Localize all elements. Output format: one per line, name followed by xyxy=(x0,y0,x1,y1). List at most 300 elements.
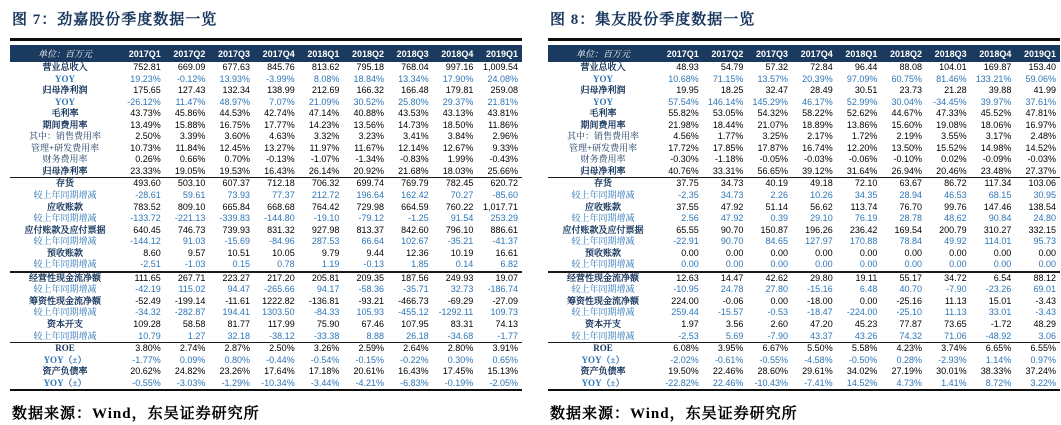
cell: 28.94 xyxy=(899,190,923,201)
cell: -3.44% xyxy=(310,377,340,388)
cell: 200.79 xyxy=(939,224,967,235)
table-row xyxy=(548,154,1060,166)
cell: 47.14% xyxy=(308,108,340,119)
cell: 1.97 xyxy=(681,319,699,330)
cell: 57.32 xyxy=(765,62,789,72)
cell: 47.92 xyxy=(720,213,744,224)
table-row xyxy=(548,166,1060,178)
cell: 3.95% xyxy=(717,343,744,354)
figure-title: 图 7：劲嘉股份季度数据一览 xyxy=(10,4,522,41)
cell: 18.50% xyxy=(442,119,474,130)
cell: 34.73 xyxy=(720,190,744,201)
cell: -19.10 xyxy=(313,213,340,224)
cell: 23.73 xyxy=(899,85,923,96)
table-row xyxy=(10,248,522,260)
cell: -0.13% xyxy=(266,154,295,165)
cell: 267.71 xyxy=(177,272,206,283)
cell: 24.08% xyxy=(487,73,518,84)
cell: 54.32% xyxy=(757,108,789,119)
cell: 56.62 xyxy=(810,201,833,212)
table-row xyxy=(10,166,522,178)
cell: 25.80% xyxy=(398,96,429,107)
cell: 0.02% xyxy=(941,154,967,165)
cell: -1.77% xyxy=(132,354,161,365)
cell: 493.60 xyxy=(133,178,161,189)
cell: -34.68 xyxy=(447,330,474,341)
cell: 28.78 xyxy=(899,213,923,224)
cell: 205.81 xyxy=(311,272,340,283)
cell: 212.72 xyxy=(311,190,340,201)
row-label: 毛利率 xyxy=(51,108,79,119)
quarterly-data-table xyxy=(10,45,522,391)
cell: -1.29% xyxy=(221,377,251,388)
column-header: 2017Q1 xyxy=(666,48,699,59)
cell: 12.36 xyxy=(406,247,429,258)
figure-title: 图 8：集友股份季度数据一览 xyxy=(548,4,1060,41)
cell: 26.14% xyxy=(308,165,340,176)
cell: 2.80% xyxy=(447,343,474,354)
cell: 63.67 xyxy=(899,178,923,189)
cell: -7.90 xyxy=(946,284,967,295)
cell: 196.64 xyxy=(356,190,385,201)
cell: -79.12 xyxy=(358,213,385,224)
cell: 760.22 xyxy=(445,201,474,212)
cell: 43.73% xyxy=(130,108,161,119)
cell: 26.18 xyxy=(406,330,429,341)
cell: -3.03% xyxy=(176,377,206,388)
cell: 0.70% xyxy=(224,154,251,165)
cell: -0.43% xyxy=(489,154,518,165)
cell: -0.53 xyxy=(767,307,789,318)
cell: 13.86% xyxy=(846,119,878,130)
figure-panel-jiyou xyxy=(548,4,1060,423)
cell: -0.05% xyxy=(759,154,789,165)
cell: 29.80 xyxy=(810,272,833,283)
cell: 14.47 xyxy=(720,272,744,283)
cell: 127.43 xyxy=(177,85,206,96)
row-label: 较上年同期增减 xyxy=(571,213,635,224)
cell: -2.51 xyxy=(140,259,161,270)
cell: 23.33% xyxy=(130,165,161,176)
cell: 104.01 xyxy=(939,62,967,72)
cell: 88.12 xyxy=(1033,272,1056,283)
cell: 90.70 xyxy=(720,236,744,247)
cell: 259.44 xyxy=(671,307,699,318)
column-header: 2018Q4 xyxy=(979,48,1012,59)
cell: 2.59% xyxy=(358,343,385,354)
cell: 29.10 xyxy=(810,213,833,224)
cell: 19.11 xyxy=(855,272,878,283)
cell: 11.13 xyxy=(944,307,967,318)
cell: -15.16 xyxy=(807,284,833,295)
cell: 223.27 xyxy=(222,272,251,283)
row-label: 经营性现金流净额 xyxy=(29,272,102,283)
cell: 886.61 xyxy=(490,224,518,235)
cell: 8.08% xyxy=(313,73,340,84)
cell: 7.07% xyxy=(269,96,295,107)
cell: 1.14% xyxy=(985,354,1012,365)
cell: -0.61% xyxy=(714,354,744,365)
cell: -4.58% xyxy=(804,354,833,365)
row-label: 存货 xyxy=(56,178,75,189)
cell: -84.33 xyxy=(313,307,340,318)
cell: 47.20 xyxy=(810,319,833,330)
table-row xyxy=(10,178,522,190)
cell: 59.61 xyxy=(182,190,206,201)
cell: 845.76 xyxy=(267,62,295,72)
column-header: 2017Q3 xyxy=(218,48,251,59)
cell: 43.13% xyxy=(442,108,474,119)
cell: 0.00 xyxy=(681,259,699,270)
cell: 0.26% xyxy=(135,154,161,165)
cell: 6.67% xyxy=(762,343,789,354)
cell: 20.61% xyxy=(353,366,385,377)
cell: 665.84 xyxy=(222,201,251,212)
cell: 47.33% xyxy=(936,108,967,119)
cell: -33.38 xyxy=(313,330,340,341)
cell: 3.55% xyxy=(941,131,967,142)
row-label: 较上年同期增减 xyxy=(33,213,97,224)
cell: 10.05 xyxy=(272,247,295,258)
cell: -0.09% xyxy=(982,154,1012,165)
cell: 0.97% xyxy=(1030,354,1056,365)
cell: 26.94% xyxy=(891,165,923,176)
cell: 37.61% xyxy=(1025,96,1056,107)
cell: 77.37 xyxy=(272,190,295,201)
cell: 53.05% xyxy=(712,108,744,119)
cell: 3.41% xyxy=(403,131,429,142)
table-row xyxy=(10,97,522,109)
cell: 23.48% xyxy=(980,165,1012,176)
cell: 3.74% xyxy=(941,343,967,354)
cell: -7.90 xyxy=(767,330,789,341)
table-row xyxy=(548,190,1060,202)
cell: 29.37% xyxy=(442,96,474,107)
cell: 132.34 xyxy=(222,85,251,96)
row-label: 较上年同期增减 xyxy=(33,307,97,318)
cell: 60.75% xyxy=(891,73,923,84)
cell: -25.16 xyxy=(896,295,923,306)
table-row xyxy=(548,120,1060,132)
cell: -1.07% xyxy=(310,154,340,165)
cell: 11.86% xyxy=(488,119,518,130)
cell: 175.65 xyxy=(133,85,161,96)
cell: 13.34% xyxy=(398,73,429,84)
cell: 65.55 xyxy=(676,224,699,235)
cell: 30.52% xyxy=(353,96,385,107)
cell: 179.81 xyxy=(445,85,474,96)
cell: 2.74% xyxy=(179,343,206,354)
cell: 11.13 xyxy=(944,295,967,306)
cell: 18.03% xyxy=(442,165,474,176)
cell: 114.01 xyxy=(984,236,1012,247)
cell: -4.21% xyxy=(355,377,385,388)
column-header: 2017Q2 xyxy=(711,48,744,59)
cell: 40.19 xyxy=(765,178,789,189)
cell: 13.56% xyxy=(353,119,385,130)
cell: 10.73% xyxy=(130,142,161,153)
cell: 0.28% xyxy=(896,354,923,365)
cell: -10.43% xyxy=(754,377,789,388)
cell: 3.22% xyxy=(1030,377,1056,388)
cell: -23.26 xyxy=(985,284,1012,295)
cell: 16.74% xyxy=(802,142,833,153)
table-row xyxy=(10,85,522,97)
column-header: 2017Q3 xyxy=(756,48,789,59)
table-row xyxy=(10,319,522,331)
cell: 0.00 xyxy=(681,247,699,258)
cell: 3.23% xyxy=(358,131,385,142)
cell: 16.75% xyxy=(219,119,251,130)
cell: -28.61 xyxy=(135,190,161,201)
table-header xyxy=(10,45,522,62)
table-row xyxy=(10,272,522,285)
cell: 8.88 xyxy=(366,330,385,341)
cell: -0.83% xyxy=(400,154,429,165)
row-label: 较上年同期增减 xyxy=(33,259,97,270)
table-row xyxy=(10,131,522,143)
column-header: 2018Q4 xyxy=(441,48,474,59)
row-label: 毛利率 xyxy=(589,108,617,119)
cell: 677.63 xyxy=(222,62,251,72)
cell: 96.44 xyxy=(854,62,878,72)
table-row xyxy=(10,74,522,86)
table-row xyxy=(10,284,522,296)
table-row xyxy=(10,366,522,378)
cell: 997.16 xyxy=(445,62,474,72)
cell: 0.00 xyxy=(859,247,878,258)
row-label: 较上年同期增减 xyxy=(33,190,97,201)
cell: 15.60% xyxy=(891,119,923,130)
table-row xyxy=(548,284,1060,296)
cell: -339.83 xyxy=(219,213,251,224)
cell: 49.92 xyxy=(944,236,967,247)
cell: 20.62% xyxy=(130,366,161,377)
cell: 40.70 xyxy=(899,284,923,295)
column-header: 2017Q1 xyxy=(128,48,161,59)
cell: 1.19 xyxy=(321,259,340,270)
cell: 70.27 xyxy=(450,190,474,201)
cell: 187.56 xyxy=(401,272,429,283)
cell: -34.45% xyxy=(933,96,967,107)
cell: -18.47 xyxy=(807,307,833,318)
cell: -22.82% xyxy=(665,377,699,388)
row-label: YOY xyxy=(55,96,76,107)
table-row xyxy=(10,120,522,132)
cell: 40.76% xyxy=(668,165,699,176)
cell: 729.98 xyxy=(356,201,385,212)
cell: 90.70 xyxy=(720,224,744,235)
cell: -1.34% xyxy=(355,154,385,165)
cell: -2.35 xyxy=(678,190,699,201)
row-label: 应收账款 xyxy=(47,201,84,212)
row-label: 存货 xyxy=(594,178,613,189)
cell: 4.23% xyxy=(896,343,923,354)
cell: 0.00 xyxy=(815,247,833,258)
column-header: 2018Q3 xyxy=(934,48,967,59)
column-header: 2017Q4 xyxy=(262,48,295,59)
cell: 0.00 xyxy=(859,259,878,270)
row-label: 应付账款及应付票据 xyxy=(24,224,106,235)
cell: 102.67 xyxy=(401,236,429,247)
header-row xyxy=(548,45,1060,62)
table-row xyxy=(548,178,1060,190)
table-body xyxy=(548,62,1060,390)
cell: -0.54% xyxy=(310,354,340,365)
cell: 169.54 xyxy=(894,224,923,235)
cell: 5.58% xyxy=(851,343,878,354)
cell: 14.73% xyxy=(398,119,429,130)
cell: 43.37 xyxy=(810,330,833,341)
cell: 6.82 xyxy=(500,259,518,270)
cell: 111.65 xyxy=(134,272,161,283)
cell: 48.62 xyxy=(944,213,967,224)
row-label: 其中：销售费用率 xyxy=(29,131,102,142)
cell: 209.35 xyxy=(356,272,385,283)
row-label: YOY xyxy=(593,73,614,84)
cell: 12.20% xyxy=(846,142,878,153)
cell: -466.73 xyxy=(398,295,429,306)
cell: 51.14 xyxy=(765,201,789,212)
column-header: 2017Q4 xyxy=(800,48,833,59)
cell: 1,009.54 xyxy=(482,62,518,72)
cell: -0.55% xyxy=(132,377,161,388)
cell: 6.48 xyxy=(859,284,878,295)
cell: 14.23% xyxy=(308,119,340,130)
table-row xyxy=(548,296,1060,308)
column-header: 2018Q1 xyxy=(307,48,340,59)
table-row xyxy=(10,190,522,202)
cell: 1.99% xyxy=(447,154,474,165)
cell: 30.51 xyxy=(854,85,878,96)
cell: 21.28 xyxy=(944,85,967,96)
row-label: 资本开支 xyxy=(585,319,622,330)
cell: 0.00 xyxy=(904,259,923,270)
cell: 1303.50 xyxy=(262,307,295,318)
cell: 107.95 xyxy=(401,319,429,330)
cell: 13.57% xyxy=(757,73,789,84)
cell: 9.79 xyxy=(321,247,340,258)
row-label: 筹资性现金流净额 xyxy=(29,295,102,306)
cell: 224.00 xyxy=(671,295,699,306)
cell: -15.57 xyxy=(717,307,744,318)
cell: 48.29 xyxy=(1033,319,1056,330)
cell: 3.25% xyxy=(762,131,789,142)
cell: -3.43 xyxy=(1035,295,1056,306)
cell: 3.32% xyxy=(313,131,340,142)
cell: 145.29% xyxy=(752,96,789,107)
cell: 170.88 xyxy=(849,236,878,247)
cell: 14.98% xyxy=(980,142,1012,153)
cell: -15.69 xyxy=(224,236,251,247)
cell: 20.39% xyxy=(802,73,833,84)
cell: 32.18 xyxy=(227,330,251,341)
cell: -0.06% xyxy=(848,154,878,165)
cell: -1.25 xyxy=(408,213,429,224)
cell: -455.12 xyxy=(398,307,429,318)
cell: 72.84 xyxy=(810,62,833,72)
cell: 503.10 xyxy=(177,178,206,189)
table-row xyxy=(10,202,522,214)
cell: 33.31% xyxy=(712,165,744,176)
table-row xyxy=(10,108,522,120)
cell: -0.50% xyxy=(848,354,878,365)
row-label: YOY（±） xyxy=(43,377,87,388)
cell: 3.84% xyxy=(447,131,474,142)
cell: 1.27 xyxy=(187,330,206,341)
table-row xyxy=(10,343,522,355)
cell: 0.00 xyxy=(949,259,967,270)
cell: 0.00 xyxy=(770,247,789,258)
cell: 109.73 xyxy=(490,307,518,318)
cell: 664.59 xyxy=(401,201,429,212)
cell: 37.55 xyxy=(676,201,699,212)
cell: 67.46 xyxy=(361,319,385,330)
table-row xyxy=(548,131,1060,143)
column-header: 2018Q2 xyxy=(351,48,385,59)
cell: 44.67% xyxy=(891,108,923,119)
cell: 68.15 xyxy=(988,190,1012,201)
cell: 15.88% xyxy=(174,119,206,130)
cell: -42.19 xyxy=(135,284,161,295)
cell: 48.97% xyxy=(219,96,251,107)
row-label: 较上年同期增减 xyxy=(571,190,635,201)
cell: 3.80% xyxy=(135,343,161,354)
cell: 78.84 xyxy=(899,236,923,247)
column-header: 2019Q1 xyxy=(1023,48,1056,59)
cell: 74.32 xyxy=(899,330,923,341)
cell: 0.00 xyxy=(725,259,744,270)
cell: 0.00 xyxy=(993,247,1012,258)
cell: 58.58 xyxy=(182,319,206,330)
cell: 17.64% xyxy=(264,366,295,377)
cell: 746.73 xyxy=(177,224,206,235)
cell: -0.13 xyxy=(363,259,385,270)
cell: -282.87 xyxy=(174,307,206,318)
row-label: 资产负债率 xyxy=(42,366,88,377)
cell: 17.72% xyxy=(668,142,699,153)
cell: 44.53% xyxy=(219,108,251,119)
cell: 30.95 xyxy=(1033,190,1056,201)
row-label: 归母净利润 xyxy=(580,85,626,96)
cell: 699.74 xyxy=(356,178,385,189)
row-label: 较上年同期增减 xyxy=(571,330,635,341)
cell: 2.87% xyxy=(224,343,251,354)
table-row xyxy=(548,62,1060,74)
cell: 927.98 xyxy=(311,224,340,235)
cell: 0.00 xyxy=(815,259,833,270)
cell: 25.66% xyxy=(487,165,518,176)
header-row xyxy=(10,45,522,62)
cell: -0.15% xyxy=(355,354,385,365)
cell: 22.46% xyxy=(712,366,744,377)
cell: 86.72 xyxy=(944,178,967,189)
cell: 739.93 xyxy=(222,224,251,235)
cell: 2.48% xyxy=(1030,131,1056,142)
cell: 253.29 xyxy=(490,213,518,224)
cell: 66.64 xyxy=(361,236,385,247)
cell: 41.99 xyxy=(1033,85,1056,96)
cell: -58.36 xyxy=(358,284,385,295)
cell: -1.03 xyxy=(184,259,206,270)
cell: 3.26% xyxy=(313,343,340,354)
cell: 109.28 xyxy=(133,319,161,330)
cell: -136.81 xyxy=(308,295,340,306)
cell: -199.14 xyxy=(174,295,206,306)
cell: 4.63% xyxy=(269,131,295,142)
cell: 14.52% xyxy=(846,377,878,388)
cell: -10.34% xyxy=(261,377,295,388)
